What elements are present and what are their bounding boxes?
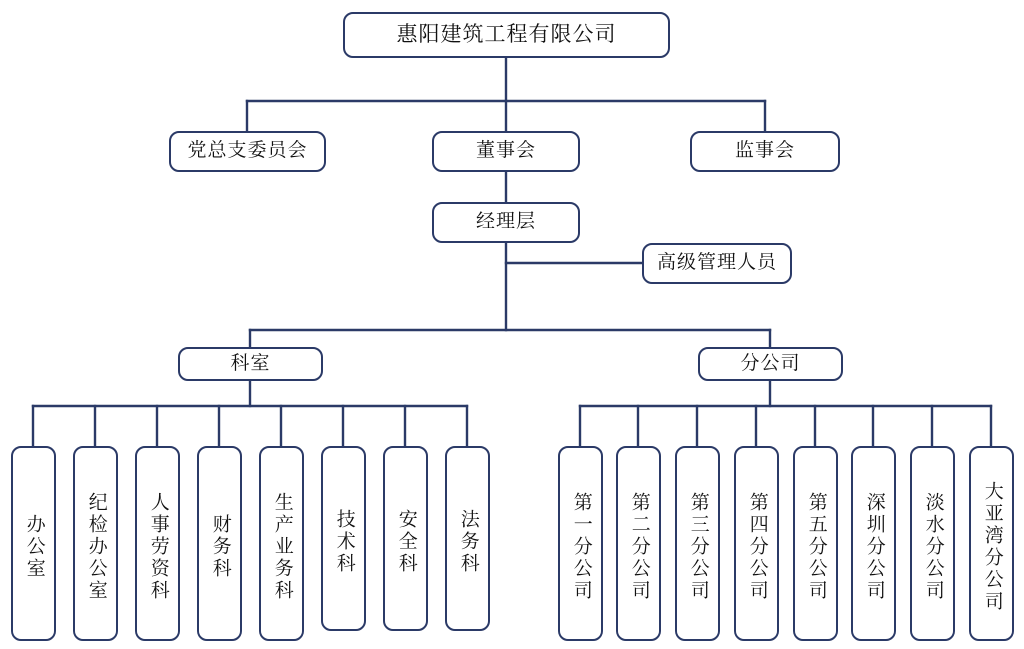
node-branches-group[interactable]: 分公司 <box>698 347 843 381</box>
node-department-4[interactable]: 生产业务科 <box>259 446 304 641</box>
node-branch-2[interactable]: 第三分公司 <box>675 446 720 641</box>
node-senior-staff[interactable]: 高级管理人员 <box>642 243 792 284</box>
node-board[interactable]: 董事会 <box>432 131 580 172</box>
node-branch-0[interactable]: 第一分公司 <box>558 446 603 641</box>
node-party-committee[interactable]: 党总支委员会 <box>169 131 326 172</box>
node-departments-group[interactable]: 科室 <box>178 347 323 381</box>
node-department-5[interactable]: 技术科 <box>321 446 366 631</box>
node-branch-5[interactable]: 深圳分公司 <box>851 446 896 641</box>
node-branch-1[interactable]: 第二分公司 <box>616 446 661 641</box>
node-department-0[interactable]: 办公室 <box>11 446 56 641</box>
node-department-3[interactable]: 财务科 <box>197 446 242 641</box>
node-department-6[interactable]: 安全科 <box>383 446 428 631</box>
node-branch-3[interactable]: 第四分公司 <box>734 446 779 641</box>
node-branch-7[interactable]: 大亚湾分公司 <box>969 446 1014 641</box>
node-department-7[interactable]: 法务科 <box>445 446 490 631</box>
node-management[interactable]: 经理层 <box>432 202 580 243</box>
node-branch-4[interactable]: 第五分公司 <box>793 446 838 641</box>
node-department-1[interactable]: 纪检办公室 <box>73 446 118 641</box>
node-supervisory[interactable]: 监事会 <box>690 131 840 172</box>
node-branch-6[interactable]: 淡水分公司 <box>910 446 955 641</box>
node-company[interactable]: 惠阳建筑工程有限公司 <box>343 12 670 58</box>
node-department-2[interactable]: 人事劳资科 <box>135 446 180 641</box>
